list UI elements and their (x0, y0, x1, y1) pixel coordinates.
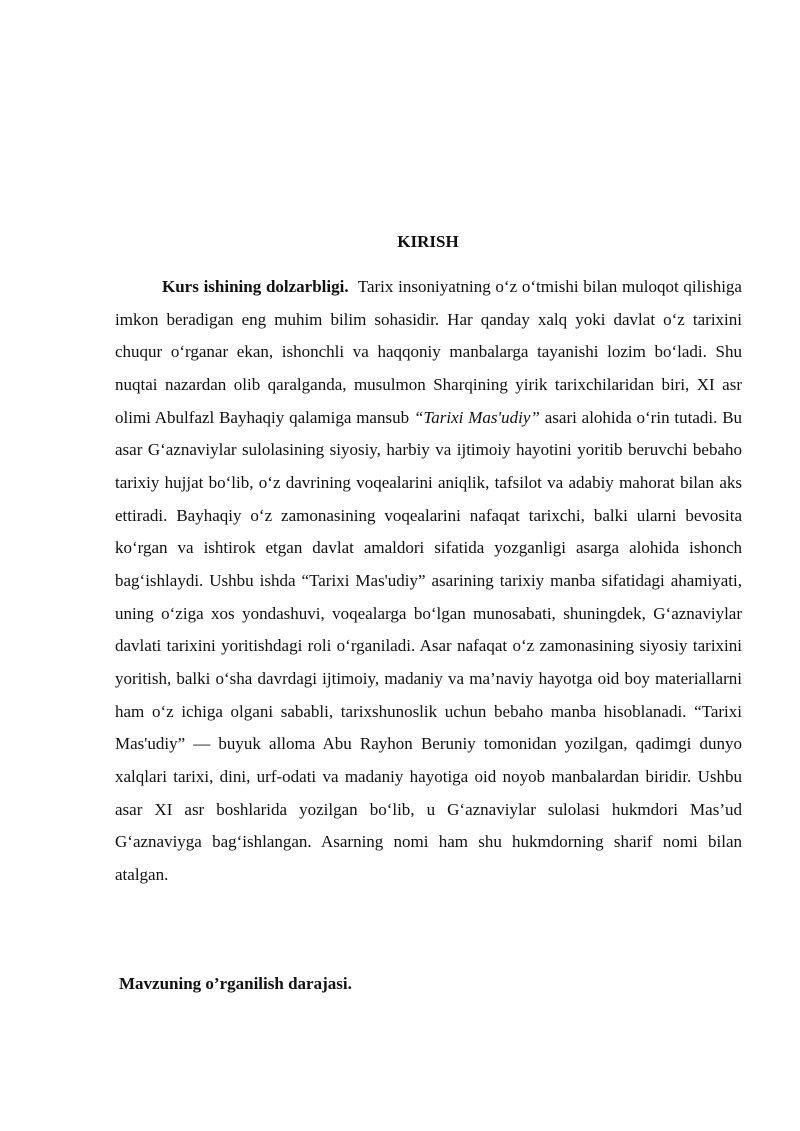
subsection-title: Mavzuning o’rganilish darajasi. (119, 974, 352, 993)
section-title: KIRISH (397, 232, 459, 251)
intro-paragraph (115, 271, 742, 891)
paragraph-text-part2: asari alohida o‘rin tutadi. Bu asar G‘aznaviylar sulolasining siyosiy, harbiy va ijtimoiy hayotini yoritib beruvchi bebaho tarixiy hujjat bo‘lib, o‘z davrining voqealarini aniqlik, tafsilot va adabiy mahorat bilan aks ettiradi. Bayhaqiy o‘z zamonasining voqealarini nafaqat tarixchi, balki ularni bevosita ko‘rgan va ishtirok etgan davlat amaldori sifatida yozganligi asarga alohida ishonch bag‘ishlaydi. Ushbu ishda “Tarixi Mas'udiy” asarining tarixiy manba sifatidagi ahamiyati, uning o‘ziga xos yondashuvi, voqealarga bo‘lgan munosabati, shuningdek, G‘aznaviylar davlati tarixini yoritishdagi roli o‘rganiladi. Asar nafaqat o‘z zamonasining siyosiy tarixini yoritish, balki o‘sha davrdagi ijtimoiy, madaniy va ma’naviy hayotga oid boy materiallarni ham o‘z ichiga olgani sababli, tarixshunoslik uchun bebaho manba hisoblanadi. “Tarixi Mas'udiy” — buyuk alloma Abu Rayhon Beruniy tomonidan yozilgan, qadimgi dunyo xalqlari tarixi, dini, urf-odati va madaniy hayotiga oid noyob manbalardan biridir. Ushbu asar XI asr boshlarida yozilgan bo‘lib, u G‘aznaviylar sulolasi hukmdori Mas’ud G‘aznaviyga bag‘ishlangan. Asarning nomi ham shu hukmdorning sharif nomi bilan atalgan. (115, 407, 743, 884)
book-title: “Tarixi Mas'udiy” (413, 407, 540, 427)
paragraph-lead: Kurs ishining dolzarbligi. (162, 277, 349, 296)
paragraph-text-part1: Tarix insoniyatning o‘z o‘tmishi bilan muloqot qilishiga imkon beradigan eng muhim bilim sohasidir. Har qanday xalq yoki davlat o‘z tarixini chuqur o‘rganar ekan, ishonchli va haqqoniy manbalarga tayanishi lozim bo‘ladi. Shu nuqtai nazardan olib qaralganda, musulmon Sharqining yirik tarixchilaridan biri, XI asr olimi Abulfazl Bayhaqiy qalamiga mansub (115, 277, 742, 427)
